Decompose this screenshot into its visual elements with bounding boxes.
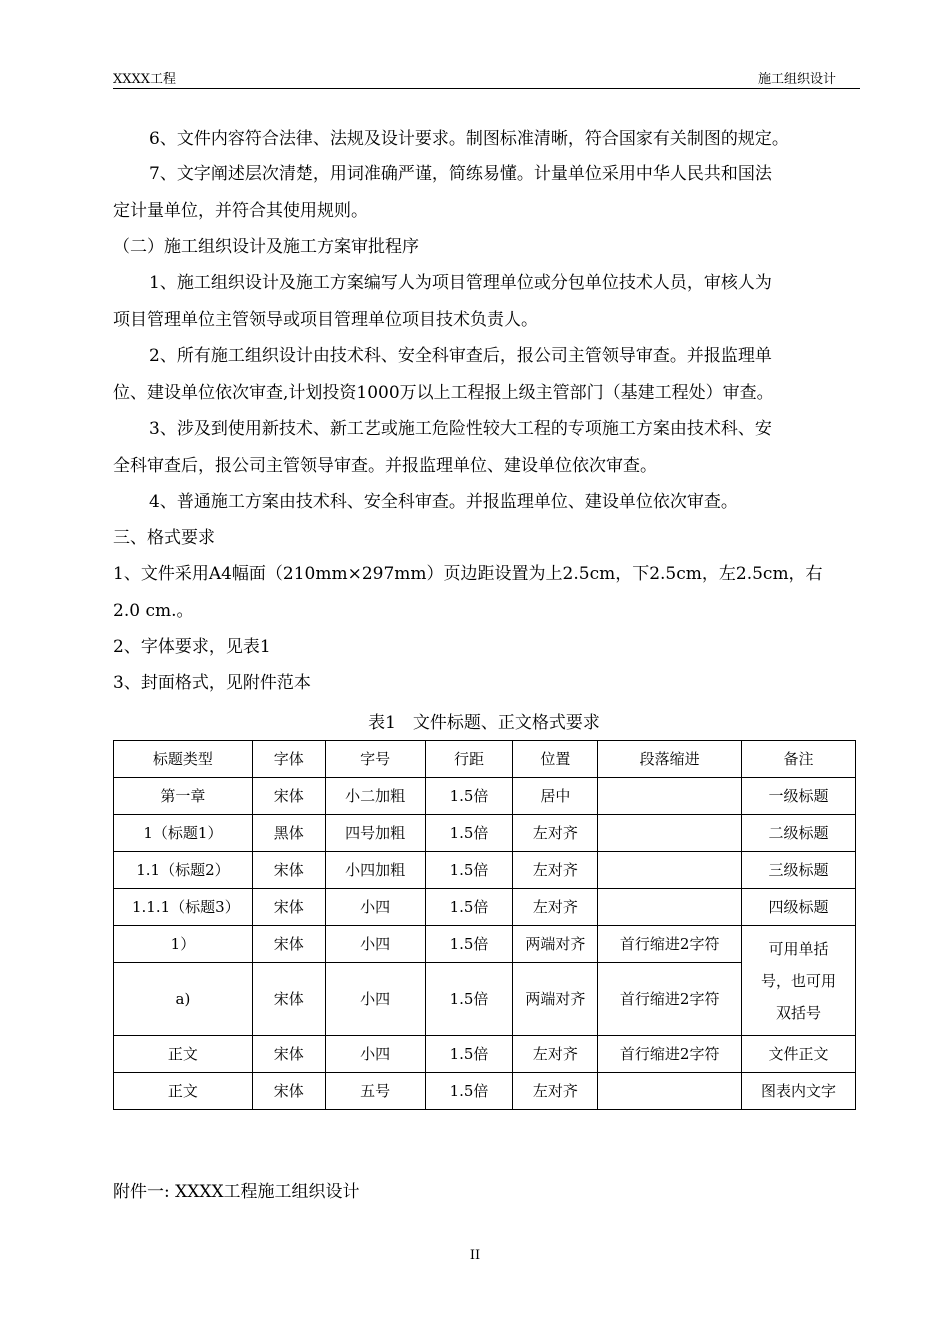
table-header-row [114,741,856,778]
header-doc-title: 施工组织设计 [757,72,836,87]
table-cell: 1.5倍 [425,815,513,852]
paragraph-line: 3、封面格式，见附件范本 [113,673,311,693]
table-cell: 两端对齐 [513,963,598,1036]
page-number: II [469,1248,481,1263]
table-cell: 宋体 [252,963,325,1036]
table-row [114,852,856,889]
table-cell: 宋体 [252,778,325,815]
table-cell: 首行缩进2字符 [598,963,742,1036]
table-row [114,889,856,926]
table-cell: 1.5倍 [425,963,513,1036]
table-cell: 小四加粗 [325,852,425,889]
table-cell: 文件正文 [742,1036,856,1073]
table-cell: 1.5倍 [425,889,513,926]
table-cell: 小四 [325,889,425,926]
paragraph-line: 全科审查后，报公司主管领导审查。并报监理单位、建设单位依次审查。 [113,456,657,476]
table-cell: 1.5倍 [425,926,513,963]
table-row [114,778,856,815]
table-cell: a) [114,963,253,1036]
table-cell: 宋体 [252,926,325,963]
table-cell: 图表内文字 [742,1073,856,1110]
table-row [114,1036,856,1073]
table-cell: 三级标题 [742,852,856,889]
column-header: 标题类型 [114,741,253,778]
table-cell: 1（标题1） [114,815,253,852]
table-cell: 四级标题 [742,889,856,926]
paragraph-line: 1、施工组织设计及施工方案编写人为项目管理单位或分包单位技术人员，审核人为 [149,273,772,293]
column-header: 字体 [252,741,325,778]
page-header [113,64,860,89]
column-header: 段落缩进 [598,741,742,778]
section-heading: 三、格式要求 [113,528,215,548]
column-header: 备注 [742,741,856,778]
table-cell: 首行缩进2字符 [598,926,742,963]
format-requirements-table [113,740,856,1110]
column-header: 字号 [325,741,425,778]
paragraph-line: 定计量单位，并符合其使用规则。 [113,201,368,221]
table-cell: 左对齐 [513,1073,598,1110]
table-cell: 第一章 [114,778,253,815]
table-cell [598,852,742,889]
paragraph-line: 2.0 cm.。 [113,601,194,621]
table-cell [598,1073,742,1110]
table-cell: 一级标题 [742,778,856,815]
column-header: 行距 [425,741,513,778]
paragraph-line: 1、文件采用A4幅面（210mm×297mm）页边距设置为上2.5cm，下2.5cm，左2.5cm，右 [113,564,823,584]
table-cell [598,815,742,852]
table-cell: 首行缩进2字符 [598,1036,742,1073]
paragraph-line: 2、所有施工组织设计由技术科、安全科审查后，报公司主管领导审查。并报监理单 [149,346,772,366]
table-cell: 小四 [325,963,425,1036]
table-cell: 黑体 [252,815,325,852]
table-cell: 1.5倍 [425,1073,513,1110]
table-cell: 可用单括号，也可用双括号 [742,926,856,1036]
table-caption: 表1 文件标题、正文格式要求 [368,713,600,733]
table-cell: 小二加粗 [325,778,425,815]
table-cell: 左对齐 [513,815,598,852]
paragraph-line: 3、涉及到使用新技术、新工艺或施工危险性较大工程的专项施工方案由技术科、安 [149,419,772,439]
table-cell [598,889,742,926]
table-cell: 1.1.1（标题3） [114,889,253,926]
table-cell: 宋体 [252,1036,325,1073]
table-cell: 正文 [114,1073,253,1110]
table-cell: 五号 [325,1073,425,1110]
table-cell: 四号加粗 [325,815,425,852]
table-cell: 左对齐 [513,1036,598,1073]
column-header: 位置 [513,741,598,778]
table-cell: 1.1（标题2） [114,852,253,889]
table-cell: 1） [114,926,253,963]
table-cell: 小四 [325,1036,425,1073]
table-row [114,926,856,963]
paragraph-line: 2、字体要求，见表1 [113,637,271,657]
table-cell: 左对齐 [513,889,598,926]
table-cell: 宋体 [252,889,325,926]
table-cell: 1.5倍 [425,778,513,815]
table-cell: 两端对齐 [513,926,598,963]
table-cell: 1.5倍 [425,852,513,889]
table-cell: 小四 [325,926,425,963]
paragraph-line: 4、普通施工方案由技术科、安全科审查。并报监理单位、建设单位依次审查。 [149,492,738,512]
table-cell: 正文 [114,1036,253,1073]
table-cell [598,778,742,815]
table-cell: 1.5倍 [425,1036,513,1073]
header-project-title: XXXX工程 [113,72,177,87]
table-row [114,1073,856,1110]
section-heading: （二）施工组织设计及施工方案审批程序 [113,237,419,257]
paragraph-line: 项目管理单位主管领导或项目管理单位项目技术负责人。 [113,310,538,330]
paragraph-line: 位、建设单位依次审查,计划投资1000万以上工程报上级主管部门（基建工程处）审查。 [113,383,774,403]
attachment-note: 附件一: XXXX工程施工组织设计 [113,1182,360,1202]
paragraph-line: 6、文件内容符合法律、法规及设计要求。制图标准清晰，符合国家有关制图的规定。 [149,129,789,149]
table-cell: 宋体 [252,852,325,889]
table-cell: 居中 [513,778,598,815]
table-cell: 左对齐 [513,852,598,889]
table-cell: 宋体 [252,1073,325,1110]
paragraph-line: 7、文字阐述层次清楚，用词准确严谨，简练易懂。计量单位采用中华人民共和国法 [149,164,772,184]
table-row [114,815,856,852]
table-cell: 二级标题 [742,815,856,852]
